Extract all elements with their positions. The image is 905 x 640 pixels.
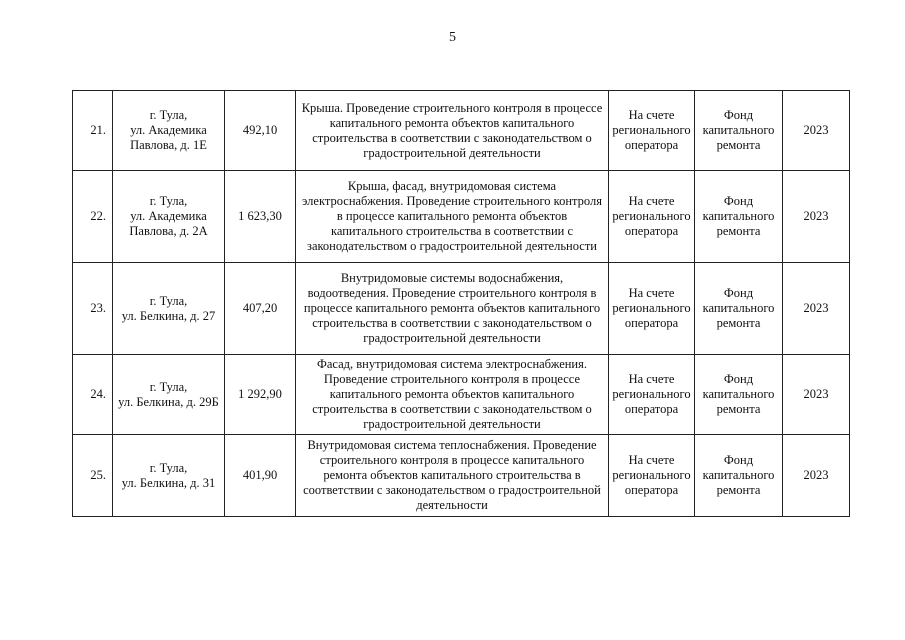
funding-source-cell — [695, 355, 783, 435]
table-row — [73, 91, 850, 171]
account-cell-line: оператора — [624, 224, 679, 238]
area-cell: 407,20 — [225, 263, 296, 355]
funding-source-cell-line: капитального — [702, 301, 775, 315]
funding-source-cell-line: капитального — [702, 123, 775, 137]
funding-source-cell — [695, 263, 783, 355]
account-cell-line: оператора — [624, 402, 679, 416]
row-number: 22. — [73, 171, 113, 263]
year-cell: 2023 — [783, 91, 850, 171]
row-number: 25. — [73, 435, 113, 517]
row-number: 24. — [73, 355, 113, 435]
work-description-cell-line: Проведение строительного контроля в процессе — [323, 372, 581, 386]
work-description-cell-line: строительного контроля в процессе капитального — [319, 453, 585, 467]
area-cell: 492,10 — [225, 91, 296, 171]
work-description-cell — [296, 91, 609, 171]
account-cell-line: На счете — [628, 194, 675, 208]
work-description-cell-line: Крыша, фасад, внутридомовая система — [347, 179, 557, 193]
work-description-cell-line: капитального строительства в соответствии с — [330, 224, 574, 238]
address-cell-line: г. Тула, — [149, 194, 188, 208]
work-description-cell-line: Фасад, внутридомовая система электроснабжения. — [316, 357, 588, 371]
account-cell-line: оператора — [624, 138, 679, 152]
work-description-cell-line: капитального ремонта объектов капитального — [329, 387, 575, 401]
funding-source-cell-line: ремонта — [716, 483, 761, 497]
address-cell — [113, 91, 225, 171]
address-cell — [113, 171, 225, 263]
work-description-cell-line: градостроительной деятельности — [363, 417, 541, 431]
work-description-cell-line: водоотведения. Проведение строительного контроля в — [307, 286, 597, 300]
funding-source-cell — [695, 171, 783, 263]
row-number: 23. — [73, 263, 113, 355]
account-cell-line: регионального — [612, 301, 691, 315]
address-cell-line: г. Тула, — [149, 379, 188, 394]
area-cell: 401,90 — [225, 435, 296, 517]
account-cell — [609, 91, 695, 171]
work-description-cell-line: деятельности — [416, 498, 488, 512]
address-cell-line: ул. Белкина, д. 29Б — [118, 394, 219, 409]
work-description-cell — [296, 171, 609, 263]
work-description-cell-line: в процессе капитального ремонта объектов — [336, 209, 568, 223]
funding-source-cell — [695, 91, 783, 171]
funding-source-cell-line: Фонд — [723, 453, 754, 467]
address-cell — [113, 355, 225, 435]
year-cell: 2023 — [783, 355, 850, 435]
account-cell — [609, 355, 695, 435]
account-cell-line: оператора — [624, 316, 679, 330]
work-description-cell-line: градостроительной деятельности — [363, 331, 541, 345]
table-row — [73, 435, 850, 517]
funding-source-cell-line: ремонта — [716, 402, 761, 416]
table-row — [73, 263, 850, 355]
funding-source-cell-line: ремонта — [716, 316, 761, 330]
work-description-cell-line: капитального ремонта объектов капитального — [329, 115, 575, 130]
work-description-cell-line: Внутридомовые системы водоснабжения, — [340, 271, 564, 285]
account-cell-line: регионального — [612, 468, 691, 482]
account-cell — [609, 435, 695, 517]
address-cell-line: ул. Белкина, д. 31 — [121, 475, 216, 490]
work-description-cell-line: соответствии с законодательством о градостроительной — [303, 483, 601, 497]
funding-source-cell-line: ремонта — [716, 138, 761, 152]
work-description-cell-line: строительства в соответствии с законодательством о — [312, 316, 592, 330]
work-description-cell-line: электроснабжения. Проведение строительного контроля — [302, 194, 602, 208]
account-cell-line: На счете — [628, 453, 675, 467]
funding-source-cell-line: капитального — [702, 468, 775, 482]
address-cell-line: г. Тула, — [149, 460, 188, 475]
account-cell-line: На счете — [628, 286, 675, 300]
table-body — [73, 91, 850, 517]
area-cell: 1 292,90 — [225, 355, 296, 435]
account-cell-line: регионального — [612, 387, 691, 401]
work-description-cell-line: законодательством о градостроительной деятельности — [307, 239, 597, 253]
table-row — [73, 355, 850, 435]
year-cell: 2023 — [783, 171, 850, 263]
area-cell: 1 623,30 — [225, 171, 296, 263]
address-cell-line: ул. Академика — [130, 123, 207, 137]
funding-source-cell-line: капитального — [702, 387, 775, 401]
address-cell-line: ул. Академика — [130, 209, 207, 223]
work-description-cell-line: Внутридомовая система теплоснабжения. Проведение — [307, 438, 597, 452]
funding-source-cell-line: ремонта — [716, 224, 761, 238]
address-cell-line: ул. Белкина, д. 27 — [121, 308, 216, 323]
account-cell-line: На счете — [628, 372, 675, 386]
work-description-cell-line: ремонта объектов капитального строительства в — [323, 468, 581, 482]
address-cell-line: Павлова, д. 2А — [129, 224, 208, 238]
work-description-cell-line: процессе капитального ремонта объектов капитального — [303, 301, 601, 315]
row-number: 21. — [73, 91, 113, 171]
account-cell-line: регионального — [612, 209, 691, 223]
work-description-cell — [296, 355, 609, 435]
page-number: 5 — [449, 30, 456, 45]
address-cell — [113, 263, 225, 355]
funding-source-cell-line: Фонд — [723, 372, 754, 386]
work-description-cell — [296, 435, 609, 517]
funding-source-cell-line: капитального — [702, 209, 775, 223]
account-cell — [609, 171, 695, 263]
work-description-cell-line: Крыша. Проведение строительного контроля в процессе — [301, 100, 603, 115]
account-cell-line: оператора — [624, 483, 679, 497]
work-description-cell-line: градостроительной деятельности — [363, 145, 541, 160]
capital-repair-table — [72, 90, 850, 517]
account-cell — [609, 263, 695, 355]
funding-source-cell-line: Фонд — [723, 286, 754, 300]
address-cell-line: г. Тула, — [149, 108, 188, 122]
address-cell — [113, 435, 225, 517]
year-cell: 2023 — [783, 263, 850, 355]
address-cell-line: Павлова, д. 1Е — [130, 138, 207, 152]
table-row — [73, 171, 850, 263]
work-description-cell-line: строительства в соответствии с законодательством о — [312, 402, 592, 416]
work-description-cell-line: строительства в соответствии с законодательством о — [312, 130, 592, 145]
work-description-cell — [296, 263, 609, 355]
year-cell: 2023 — [783, 435, 850, 517]
address-cell-line: г. Тула, — [149, 293, 188, 308]
funding-source-cell — [695, 435, 783, 517]
account-cell-line: На счете — [628, 108, 675, 122]
account-cell-line: регионального — [612, 123, 691, 137]
funding-source-cell-line: Фонд — [723, 194, 754, 208]
funding-source-cell-line: Фонд — [723, 108, 754, 122]
